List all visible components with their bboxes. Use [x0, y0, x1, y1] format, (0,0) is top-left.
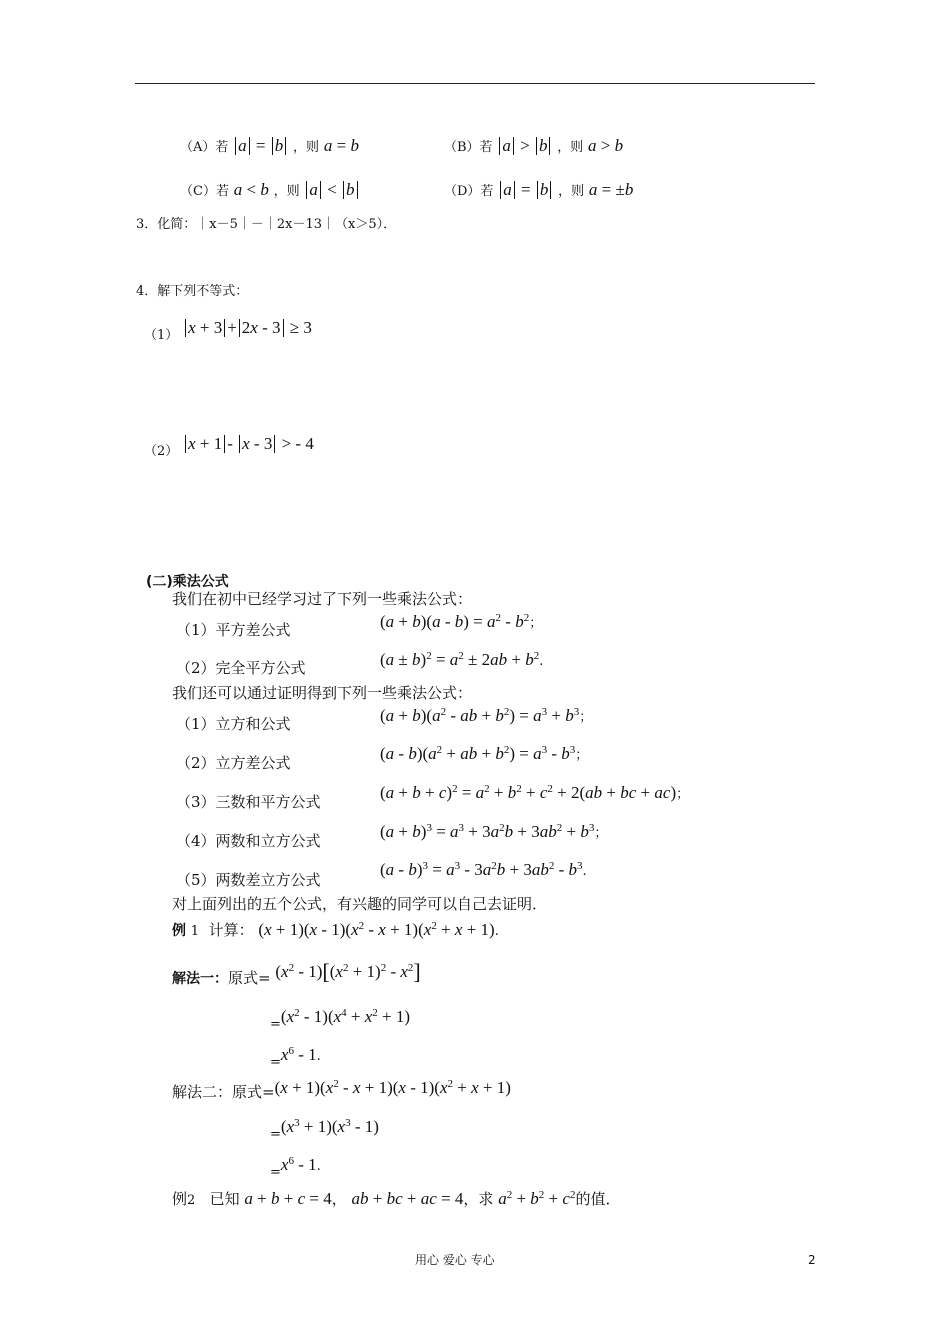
choice-a-conclusion: a = b [323, 136, 359, 155]
formula-g4 [380, 822, 607, 844]
formula-2-name: （2）完全平方公式 [176, 659, 306, 677]
solution-2-line-3 [270, 1155, 321, 1183]
choice-d-then: ，则 [558, 184, 585, 199]
formula-g4-expr: $(a + b)^3 = a^3 + 3a^2b + 3ab^2 + b^3$ [380, 822, 595, 841]
formula-g1-name: （1）立方和公式 [176, 715, 291, 733]
formula-1-end: ； [529, 616, 543, 631]
example-1-expr: $(x + 1)(x - 1)(x^2 - x + 1)(x^2 + x + 1)$ [258, 920, 495, 939]
solution-1-dot: . [316, 1049, 321, 1064]
example-2-label: 例 [172, 1190, 188, 1208]
solution-2-step-1: $(x + 1)(x^2 - x + 1)(x - 1)(x^2 + x + 1)$ [274, 1078, 511, 1097]
example-2-given: 已知 [209, 1190, 240, 1208]
choice-d-conclusion: a = ±b [588, 180, 634, 199]
formula-g2-name: （2）立方差公式 [176, 754, 291, 772]
solution-1-step-1: $(x^2 - 1)[(x^2 + 1)^2 - x^2]$ [275, 959, 421, 984]
choice-d-label: （D）若 [444, 184, 494, 199]
part-2-inequality: x + 1 - x - 3 > - 4 [183, 434, 314, 453]
solution-2-eq-3: = [270, 1165, 281, 1180]
outro-text: 对上面列出的五个公式，有兴趣的同学可以自己去证明． [172, 895, 548, 913]
choice-b [444, 136, 623, 158]
intro-text-2: 我们还可以通过证明得到下列一些乘法公式： [172, 684, 473, 702]
solution-2-step-2: $(x^3 + 1)(x^3 - 1)$ [280, 1117, 379, 1136]
formula-g5 [380, 860, 587, 882]
example-1-end: . [494, 924, 499, 939]
example-1-label: 例 [172, 923, 186, 939]
page-number: 2 [808, 1253, 816, 1267]
solution-1-prefix: 原式= [228, 969, 271, 987]
choice-d [444, 180, 633, 202]
footer-text: 用心 爱心 专心 [415, 1253, 495, 1267]
formula-2-end: . [539, 654, 544, 669]
example-2-number: 2 [187, 1193, 196, 1208]
solution-2-eq-2: = [270, 1127, 281, 1142]
intro-text-1: 我们在初中已经学习过了下列一些乘法公式： [172, 590, 473, 608]
formula-g3 [380, 783, 689, 805]
solution-2-line-2 [270, 1117, 379, 1145]
part-1-label: （1） [144, 328, 179, 343]
part-1-inequality: x + 3 + 2x - 3 ≥ 3 [183, 318, 312, 337]
solution-2-prefix: 原式= [232, 1083, 275, 1101]
choice-c [180, 180, 360, 202]
solution-1-label: 解法一： [172, 971, 228, 987]
formula-1 [380, 612, 542, 634]
formula-g2-expr: $(a - b)(a^2$ + ab + $b^2) = a^3 - b^3$ [380, 744, 576, 763]
formula-g1 [380, 706, 592, 728]
choice-a-then: ，则 [293, 140, 320, 155]
choice-a-condition: a = b [233, 136, 288, 155]
solution-2-label: 解法二： [172, 1083, 233, 1101]
formula-2-expr: $(a \pm b)^2 = a^2 \pm 2ab + b^2$ [380, 650, 540, 669]
choice-a-label: （A）若 [180, 140, 229, 155]
part-2-label: （2） [144, 444, 179, 459]
choice-c-label: （C）若 [180, 184, 229, 199]
solution-1-step-3: $x^6 - 1$ [280, 1045, 317, 1064]
formula-g2-end: ； [575, 748, 589, 763]
choice-d-condition: a = b [498, 180, 553, 199]
solution-2-step-3: $x^6 - 1$ [280, 1155, 317, 1174]
formula-g2 [380, 744, 588, 766]
question-3: 3．化简：｜x－5｜－｜2x－13｜（x＞5）． [136, 217, 397, 232]
choice-c-condition: a < b [233, 180, 269, 199]
question-4-part-2 [144, 434, 314, 462]
formula-g4-end: ； [594, 826, 608, 841]
section-heading: (二)乘法公式 [146, 574, 229, 590]
example-2-tail: 的值． [575, 1190, 621, 1208]
choice-c-then: ，则 [273, 184, 300, 199]
formula-2 [380, 650, 543, 672]
formula-g5-end: . [582, 864, 587, 879]
solution-2-line-1 [172, 1078, 511, 1102]
example-1-task: 计算： [208, 921, 254, 939]
solution-1-eq-3: = [270, 1055, 281, 1070]
choice-c-conclusion: a < b [304, 180, 359, 199]
example-1-number: 1 [190, 924, 200, 939]
example-2-condition-2: ab + bc + ac = 4 [351, 1189, 464, 1208]
formula-g3-end: ； [676, 787, 690, 802]
formula-g1-end: ； [579, 710, 593, 725]
solution-1-eq-2: = [270, 1017, 281, 1032]
formula-g5-name: （5）两数差立方公式 [176, 871, 321, 889]
formula-1-name: （1）平方差公式 [176, 621, 291, 639]
solution-1-line-3 [270, 1045, 321, 1073]
formula-g3-name: （3）三数和平方公式 [176, 793, 321, 811]
solution-1-line-1 [172, 959, 421, 989]
choice-b-label: （B）若 [444, 140, 493, 155]
example-1 [172, 920, 499, 942]
formula-g5-expr: $(a - b)^3 = a^3 - 3a^2b + 3ab^2 - b^3$ [380, 860, 583, 879]
solution-1-step-2: $(x^2 - 1)(x^4 + x^2 + 1)$ [280, 1007, 411, 1026]
solution-2-dot: . [316, 1159, 321, 1174]
header-rule [135, 83, 815, 84]
choice-a [180, 136, 359, 158]
choice-b-condition: a > b [497, 136, 552, 155]
formula-1-expr: $(a + b)(a - b) = a^2 - b^2$ [380, 612, 530, 631]
choice-b-then: ，则 [557, 140, 584, 155]
question-4-title: 4．解下列不等式： [136, 284, 249, 299]
example-2-ask: ，求 [463, 1190, 494, 1208]
example-2-target: $a^2 + b^2 + c^2$ [498, 1189, 576, 1208]
question-4-part-1 [144, 318, 312, 346]
example-2-separator: ， [331, 1190, 347, 1208]
example-2 [172, 1189, 620, 1211]
choice-b-conclusion: a > b [588, 136, 624, 155]
formula-g4-name: （4）两数和立方公式 [176, 832, 321, 850]
example-2-condition-1: a + b + c = 4 [244, 1189, 332, 1208]
formula-g1-expr: $(a + b)(a^2$ - ab + $b^2) = a^3 + b^3$ [380, 706, 580, 725]
formula-g3-expr: $(a + b + c)^2 = a^2 + b^2 + c^2 + 2(ab$ + bc + ac) [380, 783, 677, 802]
solution-1-line-2 [270, 1007, 410, 1035]
